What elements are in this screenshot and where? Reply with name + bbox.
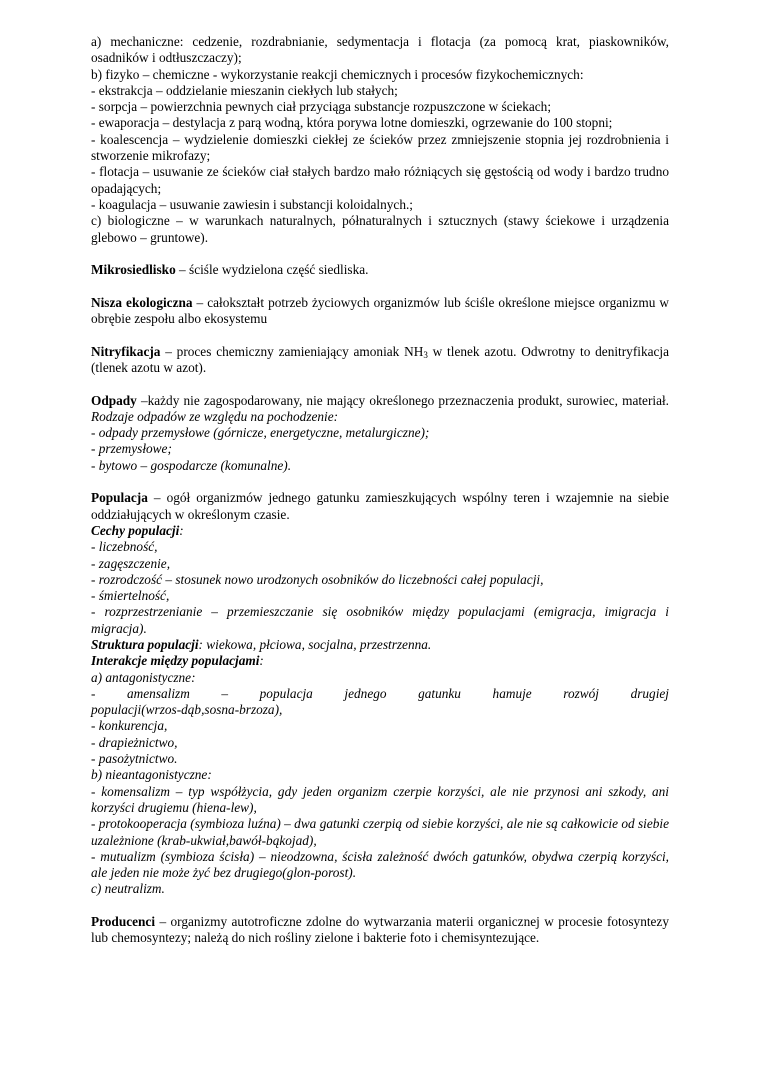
spacer xyxy=(91,376,669,392)
section-heading-struktura xyxy=(91,637,669,653)
list-intro: Rodzaje odpadów ze względu na pochodzenie: xyxy=(91,408,339,424)
term: Odpady xyxy=(91,392,137,408)
list-item: - drapieżnictwo, xyxy=(91,734,178,750)
method-mechanical: a) mechaniczne: cedzenie, rozdrabnianie, sedymentacja i flotacja (za pomocą krat, piaskowników, osadników i odtłuszczaczy); xyxy=(91,34,669,66)
spacer xyxy=(91,278,669,294)
heading: Interakcje między populacjami xyxy=(91,653,260,669)
list-item-continued: populacji(wrzos-dąb,sosna-brzoza), xyxy=(91,702,283,718)
list-item: - liczebność, xyxy=(91,539,158,555)
definition-text: – ściśle wydzielona część siedliska. xyxy=(175,262,369,278)
definition-text: –każdy nie zagospodarowany, nie mający określonego przeznaczenia produkt, surowiec, materiał. xyxy=(136,392,669,408)
list-item: - ekstrakcja – oddzielanie mieszanin ciekłych lub stałych; xyxy=(91,82,398,98)
list-item: - przemysłowe; xyxy=(91,441,172,457)
list-item: - pasożytnictwo. xyxy=(91,751,178,767)
term: Populacja xyxy=(91,490,148,506)
subscript: 3 xyxy=(423,349,428,360)
colon: : xyxy=(259,653,264,669)
term: Mikrosiedlisko xyxy=(91,262,176,278)
definition-mikrosiedlisko xyxy=(91,262,669,278)
list-item: - ewaporacja – destylacja z parą wodną, która porywa lotne domieszki, ogrzewanie do 100 stopni; xyxy=(91,115,613,131)
subheading-neutralizm: c) neutralizm. xyxy=(91,881,165,897)
section-heading-cechy xyxy=(91,523,669,539)
definition-text: – proces chemiczny zamieniający amoniak NH xyxy=(160,343,424,359)
list-item: - rozprzestrzenianie – przemieszczanie się osobników między populacjami (emigracja, imigracja i migracja). xyxy=(91,604,669,636)
list-item: - konkurencja, xyxy=(91,718,168,734)
definition-nisza xyxy=(91,295,669,328)
list-item: - koagulacja – usuwanie zawiesin i substancji koloidalnych.; xyxy=(91,196,413,212)
list-item: - protokooperacja (symbioza luźna) – dwa gatunki czerpią od siebie korzyści, ale nie są całkowicie od siebie uzależnione (krab-ukwiał,bawół-bąkojad), xyxy=(91,816,669,848)
section-heading-interakcje xyxy=(91,653,669,669)
colon: : xyxy=(179,522,184,538)
list-item: - komensalizm – typ współżycia, gdy jeden organizm czerpie korzyści, ale nie przynosi ani szkody, ani korzyści drugiemu (hiena-lew), xyxy=(91,783,669,815)
definition-producenci xyxy=(91,914,669,947)
subheading-nieantagonistyczne: b) nieantagonistyczne: xyxy=(91,767,212,783)
definition-text: – ogół organizmów jednego gatunku zamieszkujących wspólny teren i wzajemnie na siebie oddziałujących w określonym czasie. xyxy=(91,490,669,522)
list-item: - amensalizm – populacja jednego gatunku hamuje rozwój drugiej xyxy=(91,685,669,701)
list-item: - bytowo – gospodarcze (komunalne). xyxy=(91,457,292,473)
list-item: - odpady przemysłowe (górnicze, energetyczne, metalurgiczne); xyxy=(91,425,430,441)
subheading-antagonistyczne: a) antagonistyczne: xyxy=(91,669,196,685)
term: Producenci xyxy=(91,914,156,930)
definition-text: – organizmy autotroficzne zdolne do wytwarzania materii organicznej w procesie fotosyntezy lub chemosyntezy; należą do nich rośliny zielone i bakterie foto i chemisyntezujące. xyxy=(91,914,669,946)
spacer xyxy=(91,246,669,262)
spacer xyxy=(91,474,669,490)
method-physicochemical: b) fizyko – chemiczne - wykorzystanie reakcji chemicznych i procesów fizykochemicznych: xyxy=(91,66,584,82)
definition-text: w tlenek azotu. Odwrotny to denitryfikacja (tlenek azotu w azot). xyxy=(91,343,669,375)
struktura-text: : wiekowa, płciowa, socjalna, przestrzenna. xyxy=(198,636,432,652)
heading: Cechy populacji xyxy=(91,522,180,538)
definition-nitryfikacja xyxy=(91,344,669,377)
list-item: - rozrodczość – stosunek nowo urodzonych osobników do liczebności całej populacji, xyxy=(91,571,544,587)
heading: Struktura populacji xyxy=(91,636,199,652)
definition-populacja xyxy=(91,490,669,523)
term: Nitryfikacja xyxy=(91,343,161,359)
list-item: - flotacja – usuwanie ze ścieków ciał stałych bardzo mało różniących się gęstością od wody i bardzo trudno opadających; xyxy=(91,164,669,196)
list-item: - mutualizm (symbioza ścisła) – nieodzowna, ścisła zależność dwóch gatunków, obydwa czerpią korzyści, ale jeden nie może żyć bez drugiego(glon-porost). xyxy=(91,848,669,881)
definition-odpady xyxy=(91,393,669,426)
term: Nisza ekologiczna xyxy=(91,294,193,310)
list-item: - sorpcja – powierzchnia pewnych ciał przyciąga substancje rozpuszczone w ściekach; xyxy=(91,99,552,115)
spacer xyxy=(91,327,669,343)
list-item: - śmiertelność, xyxy=(91,588,170,604)
list-item: - koalescencja – wydzielenie domieszki ciekłej ze ścieków przez zmniejszenie stopnia jej rozdrobnienia i stworzenie mikrofazy; xyxy=(91,131,669,164)
method-biological: c) biologiczne – w warunkach naturalnych, półnaturalnych i sztucznych (stawy ściekowe i urządzenia glebowo – gruntowe). xyxy=(91,213,669,245)
document-page xyxy=(91,34,669,947)
list-item: - zagęszczenie, xyxy=(91,555,171,571)
definition-text: – całokształt potrzeb życiowych organizmów lub ściśle określone miejsce organizmu w obrębie zespołu albo ekosystemu xyxy=(91,294,670,327)
spacer xyxy=(91,898,669,914)
